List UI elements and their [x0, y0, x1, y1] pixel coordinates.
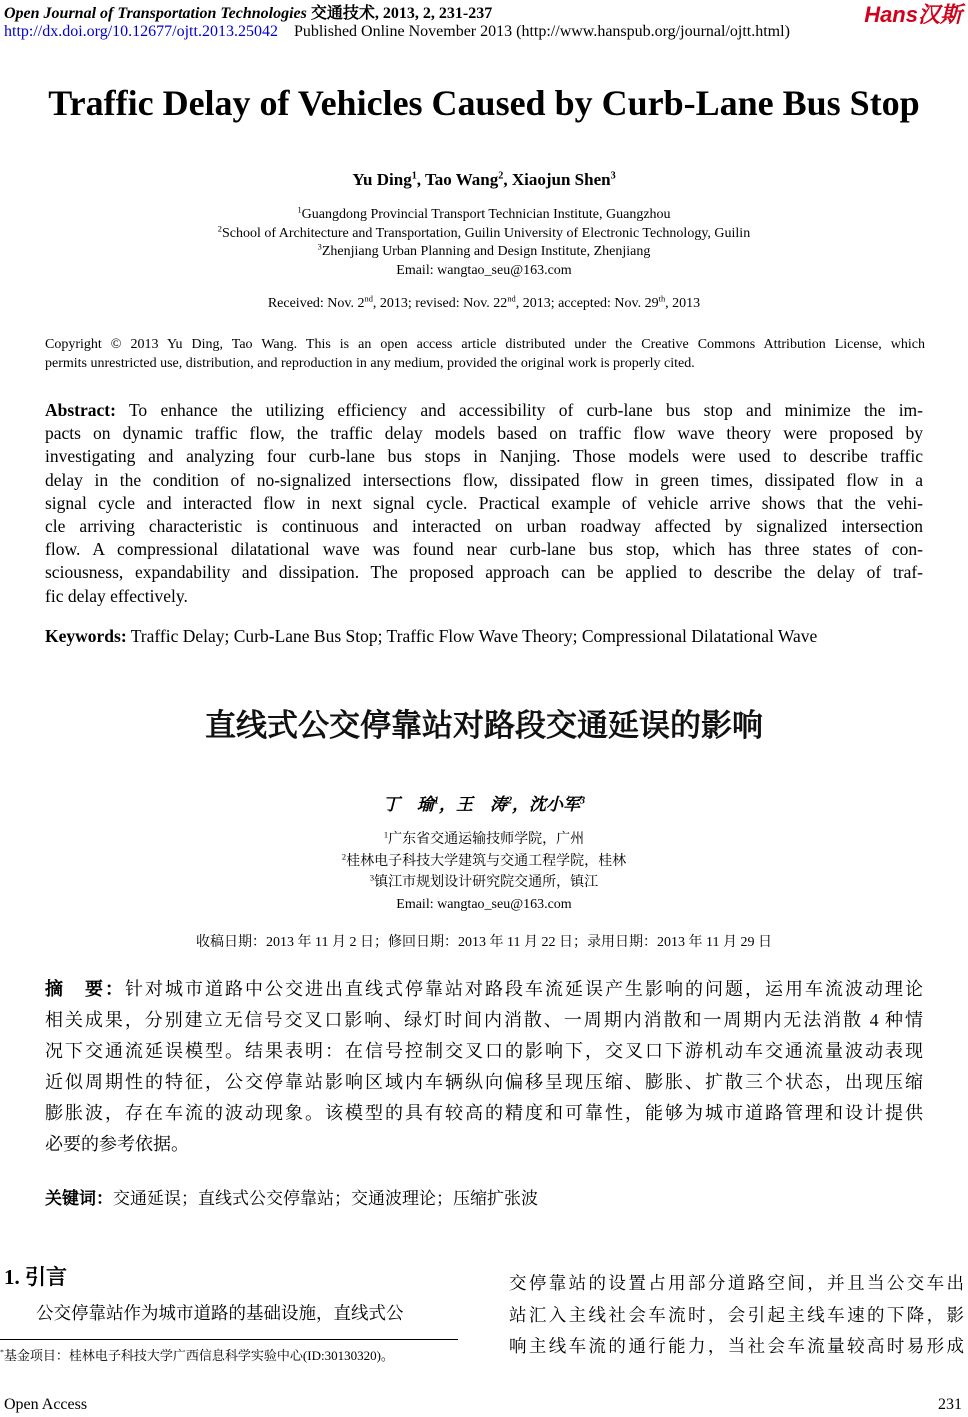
abstract-line: delay in the condition of no-signalized intersections flow, dissipated flow in green times, dissipated flow in a — [45, 469, 923, 490]
abstract — [45, 399, 923, 608]
keywords — [45, 626, 817, 647]
date-text: Received: Nov. 2 — [267, 296, 365, 311]
affil-text: School of Architecture and Transportation, Guilin University of Electronic Technology, Guilin — [221, 225, 751, 241]
copyright-line: Copyright © 2013 Yu Ding, Tao Wang. This is an open access article distributed under the Creative Commons Attribution License, which — [45, 337, 925, 352]
abstract-line: investigating and analyzing four curb-lane bus stops in Nanjing. Those models were used to describe traffic — [45, 446, 923, 467]
affil-text: 广东省交通运输技师学院，广州 — [388, 832, 585, 847]
copyright-line: permits unrestricted use, distribution, and reproduction in any medium, provided the original work is properly cited. — [45, 355, 695, 371]
author-sup: 1 — [433, 795, 439, 807]
cn-authors: 丁 瑜$^1$，王 涛$^2$，沈小军$^3$ — [382, 795, 586, 814]
author-sup: 3 — [610, 170, 616, 182]
affil-text: Zhenjiang Urban Planning and Design Institute, Zhenjiang — [321, 244, 651, 259]
author-sup: 3 — [580, 795, 586, 807]
abstract-line: 必要的参考依据。 — [45, 1134, 189, 1154]
date-text: , 2013; revised: Nov. 22 — [372, 296, 508, 311]
abstract-line: cle arriving characteristic is continuous and interacted on urban roadway affected by signalized intersection — [45, 516, 923, 537]
author: Yu Ding — [352, 170, 412, 189]
abstract-line: signal cycle and interacted flow in next signal cycle. Practical example of vehicle arrive shows that the vehi- — [45, 492, 923, 513]
received-dates — [0, 296, 968, 312]
affiliation — [0, 206, 968, 225]
body-text — [36, 1300, 404, 1325]
footnote-rule — [0, 1339, 458, 1340]
author: Tao Wang — [425, 170, 499, 189]
doi-line — [4, 23, 790, 41]
journal-name: Open Journal of Transportation Technologies — [4, 5, 307, 22]
email: Email: wangtao_seu@163.com — [396, 262, 572, 278]
author: 沈小军 — [529, 795, 581, 814]
affil-text: 镇江市规划设计研究院交通所，镇江 — [374, 875, 599, 890]
paper-title: Traffic Delay of Vehicles Caused by Curb-Lane Bus Stop — [48, 83, 920, 123]
date-sup: th — [658, 294, 666, 304]
abstract-line: fic delay effectively. — [45, 585, 188, 606]
copyright — [45, 336, 925, 373]
email: Email: wangtao_seu@163.com — [396, 896, 572, 912]
date-sup: nd — [507, 294, 516, 304]
journal-citation: 交通技术, 2013, 2, 231-237 — [310, 5, 493, 22]
cn-keywords-text: 交通延误；直线式公交停靠站；交通波理论；压缩扩张波 — [113, 1189, 538, 1208]
affil-sup: 2 — [341, 851, 347, 861]
journal-header — [4, 0, 492, 23]
cn-dates: 收稿日期：2013 年 11 月 2 日；修回日期：2013 年 11 月 22 日；录用日期：2013 年 11 月 29 日 — [196, 935, 772, 950]
section-heading: 1. 引言 — [4, 1265, 67, 1289]
body-line: 交停靠站的设置占用部分道路空间，并且当公交车出 — [509, 1273, 964, 1293]
abstract-line: sciousness, expandability and dissipation. The proposed approach can be applied to describe the delay of traf- — [45, 562, 923, 583]
affiliation — [0, 851, 968, 873]
cn-title: 直线式公交停靠站对路段交通延误的影响 — [205, 708, 763, 744]
body-line: 响主线车流的通行能力，当社会车流量较高时易形成 — [509, 1336, 964, 1356]
abstract-line: 针对城市道路中公交进出直线式停靠站对路段车流延误产生影响的问题，运用车流波动理论 — [125, 979, 923, 999]
abstract-line: flow. A compressional dilatational wave was found near curb-lane bus stop, which has three states of con- — [45, 539, 923, 560]
abstract-line: 况下交通流延误模型。结果表明：在信号控制交叉口的影响下，交叉口下游机动车交通流量波动表现 — [45, 1041, 923, 1061]
affiliation — [0, 829, 968, 851]
doi-link[interactable]: http://dx.doi.org/10.12677/ojtt.2013.25042 — [4, 23, 278, 40]
abstract-line: 近似周期性的特征，公交停靠站影响区域内车辆纵向偏移呈现压缩、膨胀、扩散三个状态，出现压缩 — [45, 1072, 923, 1092]
body-line: 站汇入主线社会车流时，会引起主线车速的下降，影 — [509, 1304, 964, 1325]
date-text: , 2013 — [665, 296, 701, 311]
affil-sup: 3 — [317, 242, 322, 252]
author: Xiaojun Shen — [511, 170, 611, 189]
footnote-text: 基金项目：桂林电子科技大学广西信息科学实验中心(ID:30130320)。 — [3, 1348, 394, 1363]
body-line: 公交停靠站作为城市道路的基础设施，直线式公 — [36, 1303, 404, 1323]
abstract-line: 膨胀波，存在车流的波动现象。该模型的具有较高的精度和可靠性，能够为城市道路管理和设计提供 — [45, 1103, 923, 1123]
abstract-line: To enhance the utilizing efficiency and accessibility of curb-lane bus stop and minimize the im- — [128, 400, 923, 420]
right-column — [509, 1268, 964, 1363]
date-text: , 2013; accepted: Nov. 29 — [515, 296, 659, 311]
keywords-label: Keywords: — [45, 626, 127, 646]
cn-abstract-label: 摘 要： — [45, 979, 125, 999]
date-sup: nd — [364, 294, 373, 304]
affil-sup: 1 — [297, 205, 302, 215]
cn-abstract — [45, 974, 923, 1160]
affil-sup: 1 — [383, 830, 389, 840]
affil-sup: 3 — [369, 873, 375, 883]
cn-affiliations — [0, 829, 968, 915]
footer-open-access: Open Access — [4, 1396, 88, 1413]
abstract-line: pacts on dynamic traffic flow, the traffic delay models based on traffic flow wave theory were proposed by — [45, 423, 923, 444]
footnote — [0, 1345, 394, 1364]
affiliation — [0, 243, 968, 262]
authors: Yu Ding$^1$, Tao Wang$^2$, Xiaojun Shen$^3$ — [352, 170, 616, 189]
affiliation — [0, 225, 968, 244]
cn-keywords — [45, 1184, 538, 1209]
author-sup: 2 — [506, 795, 513, 807]
affiliations — [0, 206, 968, 280]
abstract-line: 相关成果，分别建立无信号交叉口影响、绿灯时间内消散、一周期内消散和一周期内无法消散 4 种情 — [45, 1010, 923, 1030]
published-info: Published Online November 2013 (http://www.hanspub.org/journal/ojtt.html) — [293, 23, 790, 40]
author-sup: 1 — [411, 170, 417, 182]
affiliation — [0, 872, 968, 894]
author: 王 涛 — [455, 795, 507, 814]
page-number: 231 — [938, 1396, 962, 1413]
cn-keywords-label: 关键词： — [45, 1189, 113, 1208]
affil-sup: 2 — [217, 223, 222, 233]
author-sup: 2 — [498, 170, 504, 182]
keywords-text: Traffic Delay; Curb-Lane Bus Stop; Traffic Flow Wave Theory; Compressional Dilatational Wave — [130, 626, 818, 646]
author: 丁 瑜 — [382, 795, 434, 814]
affil-text: Guangdong Provincial Transport Technician Institute, Guangzhou — [301, 207, 671, 222]
footnote-mark: * — [0, 1347, 4, 1357]
affil-text: 桂林电子科技大学建筑与交通工程学院，桂林 — [346, 853, 627, 869]
hans-logo: Hans汉斯 — [864, 2, 962, 27]
abstract-label: Abstract: — [45, 400, 116, 420]
